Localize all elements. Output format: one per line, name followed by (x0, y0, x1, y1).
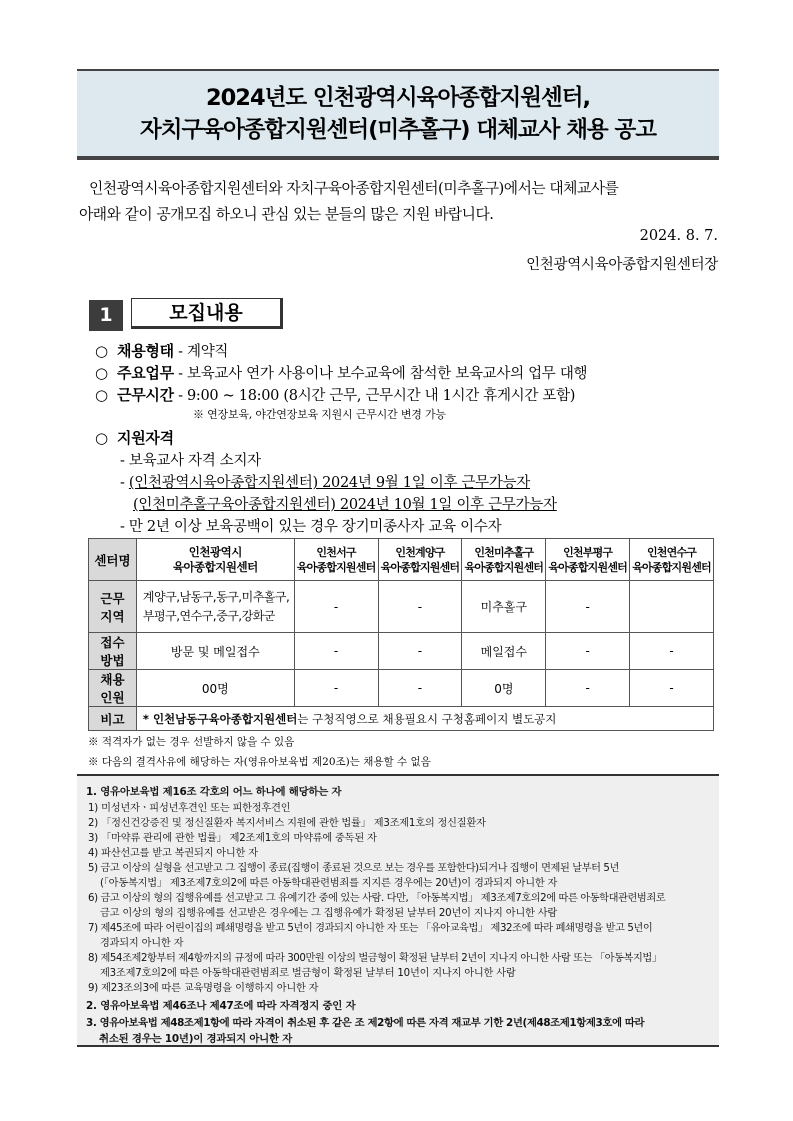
start-date-citywide: (인천광역시육아종합지원센터) 2024년 9월 1일 이후 근무가능자 (128, 475, 530, 491)
work-area-cell: - (546, 581, 630, 633)
disq-heading-1: 1. 영유아보육법 제16조 각호의 어느 하나에 해당하는 자 (86, 786, 342, 798)
center-header-yeonsu: 인천연수구 육아종합지원센터 (630, 539, 714, 581)
hire-count-label: 채용 인원 (89, 670, 137, 707)
table-row-area (89, 581, 714, 633)
work-hours-note: ※ 연장보육, 야간연장보육 지원시 근무시간 변경 가능 (193, 408, 446, 421)
intro-line2: 아래와 같이 공개모집 하오니 관심 있는 분들의 많은 지원 바랍니다. (79, 206, 494, 223)
selection-note: ※ 적격자가 없는 경우 선발하지 않을 수 있음 (88, 736, 295, 748)
qualification-row (95, 427, 174, 448)
dash-prefix: - (120, 475, 129, 491)
center-header-gyeyang: 인천계양구 육아종합지원센터 (378, 539, 462, 581)
qualification-item (120, 471, 530, 492)
announcement-date: 2024. 8. 7. (639, 228, 718, 244)
work-area-cell: 계양구,남동구,동구,미추홀구, 부평구,연수구,중구,강화군 (136, 581, 294, 633)
main-duty-label: 주요업무 (117, 364, 174, 382)
disq-item: 7) 제45조에 따라 어린이집의 폐쇄명령을 받고 5년이 경과되지 아니한 자 또는 「유아교육법」 제32조에 따라 폐쇄명령을 받고 5년이 (88, 923, 653, 934)
circle-bullet-icon: ○ (95, 386, 108, 404)
qualification-item (133, 493, 557, 514)
center-name-header: 센터명 (89, 539, 137, 581)
hire-count-cell: 00명 (136, 670, 294, 707)
circle-bullet-icon: ○ (95, 429, 108, 447)
apply-method-label: 접수 방법 (89, 633, 137, 670)
issuer-name: 인천광역시육아종합지원센터장 (526, 257, 718, 273)
center-header-incheon: 인천광역시 육아종합지원센터 (136, 539, 294, 581)
center-header-seogu: 인천서구 육아종합지원센터 (294, 539, 378, 581)
table-row-remark (89, 707, 714, 731)
qualification-label: 지원자격 (117, 429, 174, 447)
employment-type-label: 채용형태 (117, 342, 174, 360)
disq-item: 5) 금고 이상의 실형을 선고받고 그 집행이 종료(집행이 종료된 것으로 보는 경우를 포함한다)되거나 집행이 면제된 날부터 5년 (88, 863, 619, 874)
disq-item: 4) 파산선고를 받고 복권되지 아니한 자 (88, 848, 258, 859)
disq-item-cont: 경과되지 아니한 자 (100, 938, 184, 949)
hire-count-cell: - (630, 670, 714, 707)
table-header-row (89, 539, 714, 581)
section-title: 모집내용 (131, 298, 283, 329)
page-title-line1: 2024년도 인천광역시육아종합지원센터, (205, 85, 591, 111)
start-date-michuhol: (인천미추홀구육아종합지원센터) 2024년 10월 1일 이후 근무가능자 (133, 497, 557, 513)
disq-item: 6) 금고 이상의 형의 집행유예를 선고받고 그 유예기간 중에 있는 사람. 다만, 「아동복지법」 제3조제7호의2에 따른 아동학대관련범죄로 (88, 893, 666, 904)
disqualification-note: ※ 다음의 결격사유에 해당하는 자(영유아보육법 제20조)는 채용할 수 없음 (88, 756, 431, 768)
work-area-label: 근무 지역 (89, 581, 137, 633)
apply-method-cell: - (294, 633, 378, 670)
hire-count-cell: 0명 (462, 670, 546, 707)
qualification-item: - 만 2년 이상 보육공백이 있는 경우 장기미종사자 교육 이수자 (120, 519, 502, 535)
center-recruit-table (88, 538, 714, 731)
hire-count-cell: - (546, 670, 630, 707)
disq-item-cont: 금고 이상의 형의 집행유예를 선고받은 경우에는 그 집행유예가 확정된 날부터 20년이 지나지 아니한 사람 (100, 908, 557, 919)
work-hours-label: 근무시간 (117, 386, 174, 404)
apply-method-cell: - (378, 633, 462, 670)
disq-item: 3) 「마약류 관리에 관한 법률」 제2조제1호의 마약류에 중독된 자 (88, 833, 377, 844)
qualification-item: - 보육교사 자격 소지자 (120, 453, 261, 469)
center-header-michuhol: 인천미추홀구 육아종합지원센터 (462, 539, 546, 581)
disq-heading-2: 2. 영유아보육법 제46조나 제47조에 따라 자격정지 중인 자 (86, 1000, 356, 1012)
main-duty-row (95, 362, 587, 383)
work-hours-row (95, 384, 575, 405)
circle-bullet-icon: ○ (95, 364, 108, 382)
disq-item-cont: (「아동복지법」 제3조제7호의2에 따른 아동학대관련범죄를 지지른 경우에는 20년)이 경과되지 아니한 자 (100, 878, 558, 889)
apply-method-cell: - (630, 633, 714, 670)
page-title-line2: 자치구육아종합지원센터(미추홀구) 대체교사 채용 공고 (140, 117, 656, 143)
intro-paragraph (79, 176, 719, 228)
disq-item: 1) 미성년자ㆍ피성년후견인 또는 피한정후견인 (88, 803, 291, 814)
work-area-cell: - (294, 581, 378, 633)
disq-item: 8) 제54조제2항부터 제4항까지의 규정에 따라 300만원 이상의 벌금형이 확정된 날부터 2년이 지나지 아니한 사람 또는 「아동복지법」 (88, 953, 662, 964)
work-area-cell: 미추홀구 (462, 581, 546, 633)
hire-count-cell: - (378, 670, 462, 707)
employment-type-value: - 계약직 (173, 344, 229, 360)
table-row-count (89, 670, 714, 707)
apply-method-cell: - (546, 633, 630, 670)
table-row-method (89, 633, 714, 670)
center-header-bupyeong: 인천부평구 육아종합지원센터 (546, 539, 630, 581)
title-banner (77, 69, 719, 160)
intro-line1: 인천광역시육아종합지원센터와 자치구육아종합지원센터(미추홀구)에서는 대체교사를 (89, 180, 619, 197)
apply-method-cell: 방문 및 메일접수 (136, 633, 294, 670)
disq-heading-3-cont: 취소된 경우는 10년)이 경과되지 아니한 자 (99, 1033, 293, 1045)
work-area-cell (630, 581, 714, 633)
hire-count-cell: - (294, 670, 378, 707)
work-hours-value: - 9:00 ~ 18:00 (8시간 근무, 근무시간 내 1시간 휴게시간 포함) (173, 388, 576, 404)
disq-item: 9) 제23조의3에 따른 교육명령을 이행하지 아니한 자 (88, 983, 319, 994)
disq-item: 2) 「정신건강증진 및 정신질환자 복지서비스 지원에 관한 법률」 제3조제1호의 정신질환자 (88, 818, 486, 829)
apply-method-cell: 메일접수 (462, 633, 546, 670)
remark-cell: * 인천남동구육아종합지원센터는 구청직영으로 채용필요시 구청홈페이지 별도공지 (136, 707, 713, 731)
main-duty-value: - 보육교사 연가 사용이나 보수교육에 참석한 보육교사의 업무 대행 (173, 366, 588, 382)
disqualification-box (77, 774, 719, 1047)
disq-item-cont: 제3조제7호의2에 따른 아동학대관련범죄로 벌금형이 확정된 날부터 10년이 지나지 아니한 사람 (100, 968, 516, 979)
employment-type-row (95, 340, 228, 361)
circle-bullet-icon: ○ (95, 342, 108, 360)
work-area-cell: - (378, 581, 462, 633)
disq-heading-3: 3. 영유아보육법 제48조제1항에 따라 자격이 취소된 후 같은 조 제2항에 따른 자격 재교부 기한 2년(제48조제1항제3호에 따라 (86, 1017, 645, 1029)
remark-label: 비고 (89, 707, 137, 731)
section-number-badge: 1 (89, 300, 123, 331)
